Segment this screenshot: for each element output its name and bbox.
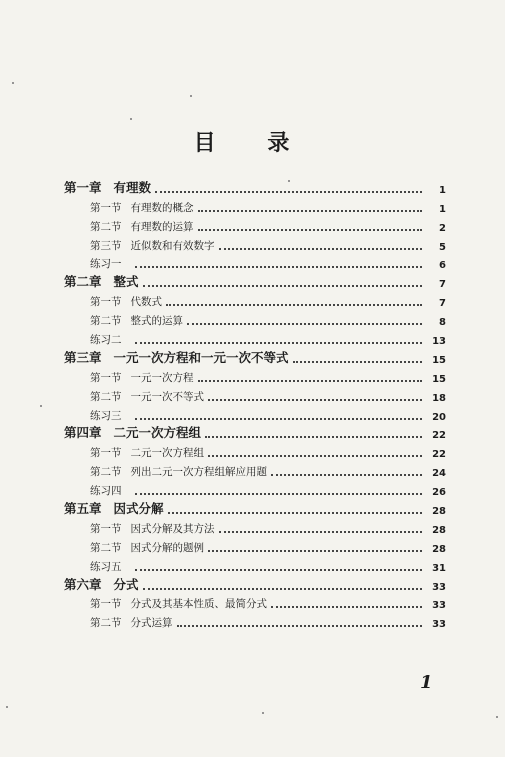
entry-number: 第三节	[90, 239, 122, 252]
entry-title: 一元一次不等式	[130, 390, 204, 403]
toc-section-entry	[64, 460, 446, 479]
toc-chapter-entry	[64, 347, 446, 366]
entry-title: 分式	[113, 576, 139, 592]
entry-page: 28	[432, 506, 446, 518]
entry-number: 第六章	[64, 576, 102, 592]
scan-speck	[40, 405, 42, 407]
entry-page: 13	[432, 336, 446, 348]
dot-leader	[205, 435, 422, 438]
dot-leader	[208, 398, 422, 401]
entry-title: 二元一次方程组	[113, 425, 202, 441]
entry-page: 18	[432, 392, 446, 404]
entry-number: 第五章	[64, 501, 102, 517]
entry-number: 第一节	[90, 201, 122, 214]
entry-number: 第一节	[90, 447, 122, 460]
scan-speck	[262, 712, 264, 714]
toc-section-entry	[64, 385, 446, 404]
entry-number: 第二节	[90, 541, 122, 554]
entry-page: 2	[439, 222, 446, 234]
scan-speck	[190, 95, 192, 97]
dot-leader	[143, 587, 422, 590]
toc-section-entry	[64, 517, 446, 536]
toc-section-entry	[64, 366, 446, 385]
entry-page: 7	[439, 279, 446, 291]
dot-leader	[155, 190, 422, 193]
entry-page: 8	[439, 317, 446, 329]
toc-section-entry	[64, 479, 446, 498]
scan-speck	[12, 82, 14, 84]
dot-leader	[219, 530, 423, 533]
entry-page: 5	[439, 241, 446, 253]
entry-title: 因式分解的题例	[130, 541, 204, 554]
entry-page: 6	[439, 260, 446, 272]
entry-page: 28	[432, 524, 446, 536]
entry-number: 练习一	[90, 258, 122, 271]
entry-page: 33	[432, 600, 446, 612]
dot-leader	[135, 568, 423, 571]
toc-chapter-entry	[64, 423, 446, 442]
toc-section-entry	[64, 593, 446, 612]
entry-page: 33	[432, 581, 446, 593]
toc-section-entry	[64, 290, 446, 309]
toc-section-entry	[64, 196, 446, 215]
dot-leader	[166, 303, 422, 306]
dot-leader	[198, 209, 423, 212]
toc-chapter-entry	[64, 498, 446, 517]
entry-number: 第一节	[90, 296, 122, 309]
toc-section-entry	[64, 328, 446, 347]
entry-number: 练习四	[90, 485, 122, 498]
scan-speck	[288, 180, 290, 182]
entry-page: 26	[432, 487, 446, 499]
dot-leader	[198, 228, 423, 231]
toc-section-entry	[64, 441, 446, 460]
toc-chapter-entry	[64, 574, 446, 593]
entry-number: 第二节	[90, 315, 122, 328]
entry-page: 24	[432, 468, 446, 480]
toc-section-entry	[64, 234, 446, 253]
entry-page: 22	[432, 430, 446, 442]
entry-page: 31	[432, 562, 446, 574]
scan-speck	[130, 118, 132, 120]
dot-leader	[168, 511, 422, 514]
entry-title: 二元一次方程组	[130, 447, 204, 460]
dot-leader	[271, 473, 422, 476]
entry-title: 代数式	[130, 296, 162, 309]
toc-chapter-entry	[64, 271, 446, 290]
entry-number: 第二节	[90, 220, 122, 233]
entry-number: 第一节	[90, 598, 122, 611]
entry-page: 22	[432, 449, 446, 461]
entry-title: 因式分解	[113, 501, 164, 517]
entry-title: 列出二元一次方程组解应用题	[130, 466, 267, 479]
entry-title: 分式运算	[130, 617, 173, 630]
entry-title: 有理数	[113, 179, 152, 195]
entry-page: 1	[439, 203, 446, 215]
entry-number: 练习五	[90, 560, 122, 573]
dot-leader	[177, 624, 423, 627]
entry-number: 练习二	[90, 334, 122, 347]
entry-page: 1	[439, 184, 446, 196]
dot-leader	[187, 322, 422, 325]
entry-page: 33	[432, 619, 446, 631]
entry-number: 第四章	[64, 425, 102, 441]
entry-number: 第二节	[90, 617, 122, 630]
table-of-contents	[64, 177, 446, 630]
dot-leader	[143, 284, 422, 287]
dot-leader	[208, 549, 422, 552]
dot-leader	[208, 454, 422, 457]
entry-title: 一元一次方程	[130, 371, 194, 384]
entry-number: 第一节	[90, 371, 122, 384]
entry-title: 整式的运算	[130, 315, 183, 328]
toc-section-entry	[64, 555, 446, 574]
entry-number: 第一节	[90, 522, 122, 535]
toc-section-entry	[64, 536, 446, 555]
entry-number: 第二节	[90, 390, 122, 403]
dot-leader	[135, 341, 423, 344]
entry-number: 第二章	[64, 274, 102, 290]
entry-title: 有理数的概念	[130, 201, 194, 214]
entry-page: 15	[432, 373, 446, 385]
entry-title: 一元一次方程和一元一次不等式	[113, 349, 289, 365]
scan-speck	[6, 706, 8, 708]
entry-page: 28	[432, 543, 446, 555]
entry-title: 因式分解及其方法	[130, 522, 215, 535]
entry-title: 近似数和有效数字	[130, 239, 215, 252]
toc-section-entry	[64, 253, 446, 272]
entry-number: 第一章	[64, 179, 102, 195]
entry-number: 第二节	[90, 466, 122, 479]
entry-page: 7	[439, 298, 446, 310]
toc-section-entry	[64, 404, 446, 423]
dot-leader	[135, 417, 423, 420]
toc-chapter-entry	[64, 177, 446, 196]
dot-leader	[198, 379, 423, 382]
entry-page: 15	[432, 354, 446, 366]
dot-leader	[219, 247, 423, 250]
page-number: 1	[420, 672, 433, 693]
entry-title: 有理数的运算	[130, 220, 194, 233]
dot-leader	[271, 605, 422, 608]
entry-title: 整式	[113, 274, 139, 290]
dot-leader	[135, 492, 423, 495]
dot-leader	[293, 360, 422, 363]
toc-title: 目 录	[193, 131, 312, 156]
entry-number: 第三章	[64, 349, 102, 365]
entry-title: 分式及其基本性质、最简分式	[130, 598, 267, 611]
toc-section-entry	[64, 611, 446, 630]
scan-speck	[496, 716, 498, 718]
dot-leader	[135, 265, 423, 268]
entry-number: 练习三	[90, 409, 122, 422]
toc-section-entry	[64, 215, 446, 234]
entry-page: 20	[432, 411, 446, 423]
toc-section-entry	[64, 309, 446, 328]
